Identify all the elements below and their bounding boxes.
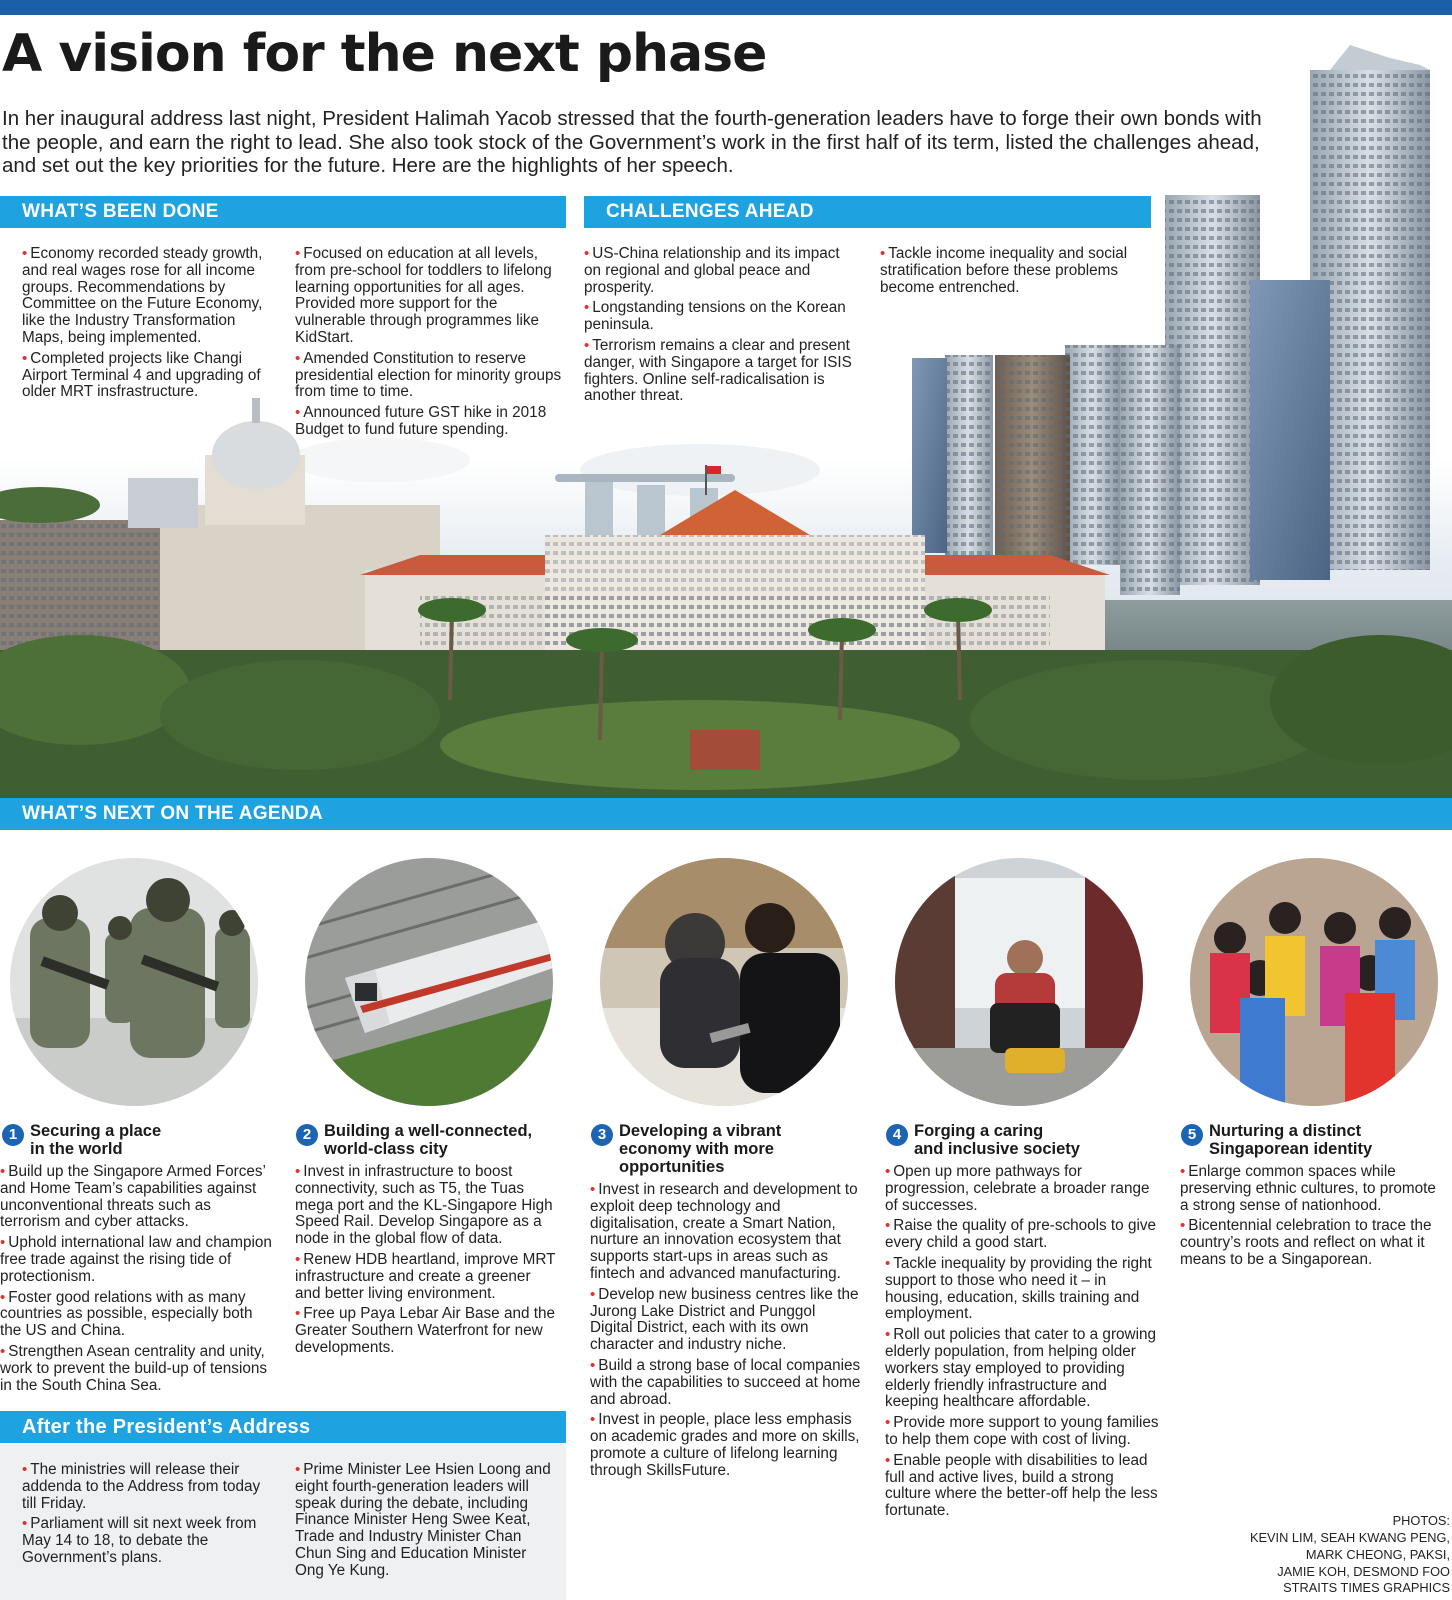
list-item: • Bicentennial celebration to trace the country’s roots and reflect on what it means to be a Singaporean. [1180, 1218, 1448, 1268]
section-header-agenda: WHAT’S NEXT ON THE AGENDA [0, 798, 1452, 830]
list-item: • Foster good relations with as many countries as possible, especially both the US and China. [0, 1290, 272, 1340]
list-item: • Free up Paya Lebar Air Base and the Greater Southern Waterfront for new developments. [295, 1306, 560, 1356]
list-item: • Focused on education at all levels, from pre-school for toddlers to lifelong learning opportunities for all ages. Provided more support for the vulnerable through programmes like KidStart. [295, 246, 563, 347]
list-item: • Parliament will sit next week from May 14 to 18, to debate the Government’s plans. [22, 1516, 272, 1566]
agenda-item-4-header [886, 1122, 1176, 1158]
challenges-list-col1 [584, 246, 852, 409]
children-photo [1190, 858, 1438, 1106]
list-item: • Completed projects like Changi Airport Terminal 4 and upgrading of older MRT insfrastructure. [22, 351, 272, 401]
list-item: • Raise the quality of pre-schools to give every child a good start. [885, 1218, 1160, 1252]
list-item: • Announced future GST hike in 2018 Budget to fund future spending. [295, 405, 563, 439]
after-list-col2 [295, 1462, 557, 1584]
section-header-challenges: CHALLENGES AHEAD [584, 196, 1151, 228]
list-item: • The ministries will release their addenda to the Address from today till Friday. [22, 1462, 272, 1512]
list-item: • Invest in research and development to exploit deep technology and digitalisation, create a Smart Nation, nurture an innovation ecosystem that supports start-ups in areas such as fintech and advanced manufacturing. [590, 1182, 862, 1283]
photo-credits: PHOTOS: KEVIN LIM, SEAH KWANG PENG, MARK CHEONG, PAKSI, JAMIE KOH, DESMOND FOO [1249, 1513, 1450, 1579]
agenda-item-title: Building a well-connected, world-class city [324, 1122, 533, 1158]
number-badge: 1 [2, 1124, 24, 1146]
challenges-list-col2 [880, 246, 1155, 300]
headline: A vision for the next phase [2, 24, 767, 84]
section-header-done: WHAT’S BEEN DONE [0, 196, 566, 228]
number-badge: 2 [296, 1124, 318, 1146]
list-item: • Prime Minister Lee Hsien Loong and eight fourth-generation leaders will speak during the debate, including Finance Minister Heng Swee Keat, Trade and Industry Minister Chan Chun Sing and Education Minister Ong Ye Kung. [295, 1462, 557, 1580]
agenda-item-title: Securing a place in the world [30, 1122, 162, 1158]
agenda-item-title: Developing a vibrant economy with more opportunities [619, 1122, 782, 1176]
list-item: • Terrorism remains a clear and present danger, with Singapore a target for ISIS fighters. Online self-radicalisation is another threat. [584, 338, 852, 405]
list-item: • Amended Constitution to reserve presidential election for minority groups from time to time. [295, 351, 563, 401]
list-item: • Open up more pathways for progression, celebrate a broader range of successes. [885, 1164, 1160, 1214]
wheelchair-train-photo [895, 858, 1143, 1106]
list-item: • Provide more support to young families to help them cope with cost of living. [885, 1415, 1160, 1449]
list-item: • Invest in infrastructure to boost connectivity, such as T5, the Tuas mega port and the KL-Singapore High Speed Rail. Develop Singapore as a node in the global flow of data. [295, 1164, 560, 1248]
agenda-item-3-header [591, 1122, 881, 1176]
list-item: • Enable people with disabilities to lead full and active lives, build a strong culture where the better-off help the less fortunate. [885, 1453, 1160, 1520]
done-list-col1 [22, 246, 272, 405]
agenda-item-3-list [590, 1182, 862, 1484]
list-item: • Uphold international law and champion free trade against the rising tide of protectionism. [0, 1235, 272, 1285]
list-item: • US-China relationship and its impact on regional and global peace and prosperity. [584, 246, 852, 296]
section-header-after-address: After the President’s Address [0, 1411, 566, 1443]
list-item: • Invest in people, place less emphasis on academic grades and more on skills, promote a culture of lifelong learning through SkillsFuture. [590, 1412, 862, 1479]
list-item: • Roll out policies that cater to a growing elderly population, from helping older workers stay employed to providing elderly friendly infrastructure and keeping healthcare affordable. [885, 1327, 1160, 1411]
intro-paragraph: In her inaugural address last night, President Halimah Yacob stressed that the fourth-generation leaders have to forge their own bonds with the people, and earn the right to lead. She also took stock of the Government’s work in the first half of its term, listed the challenges ahead, and set out the key priorities for the future. Here are the highlights of her speech. [2, 107, 1262, 177]
agenda-item-1-list [0, 1164, 272, 1398]
list-item: • Tackle inequality by providing the right support to those who need it – in housing, education, skills training and employment. [885, 1256, 1160, 1323]
agenda-item-1-header [2, 1122, 282, 1158]
agenda-item-2-header [296, 1122, 586, 1158]
list-item: • Enlarge common spaces while preserving ethnic cultures, to promote a strong sense of nationhood. [1180, 1164, 1448, 1214]
agenda-item-2-list [295, 1164, 560, 1361]
list-item: • Strengthen Asean centrality and unity, work to prevent the build-up of tensions in the South China Sea. [0, 1344, 272, 1394]
number-badge: 3 [591, 1124, 613, 1146]
agenda-item-5-list [1180, 1164, 1448, 1273]
done-list-col2 [295, 246, 563, 443]
soldiers-photo [10, 858, 258, 1106]
list-item: • Renew HDB heartland, improve MRT infrastructure and create a greener and better living environment. [295, 1252, 560, 1302]
number-badge: 4 [886, 1124, 908, 1146]
list-item: • Tackle income inequality and social stratification before these problems become entrenched. [880, 246, 1155, 296]
list-item: • Economy recorded steady growth, and real wages rose for all income groups. Recommendations by Committee on the Future Economy, like the Industry Transformation Maps, being implemented. [22, 246, 272, 347]
list-item: • Build up the Singapore Armed Forces’ and Home Team’s capabilities against unconventional threats such as terrorism and cyber attacks. [0, 1164, 272, 1231]
agenda-item-5-header [1181, 1122, 1451, 1158]
agenda-item-4-list [885, 1164, 1160, 1524]
list-item: • Build a strong base of local companies with the capabilities to succeed at home and abroad. [590, 1358, 862, 1408]
agenda-item-title: Forging a caring and inclusive society [914, 1122, 1080, 1158]
elderly-learning-photo [600, 858, 848, 1106]
agenda-item-title: Nurturing a distinct Singaporean identity [1209, 1122, 1373, 1158]
number-badge: 5 [1181, 1124, 1203, 1146]
list-item: • Develop new business centres like the Jurong Lake District and Punggol Digital District, each with its own character and industry niche. [590, 1287, 862, 1354]
mrt-train-photo [305, 858, 553, 1106]
graphics-credit: STRAITS TIMES GRAPHICS [1283, 1580, 1450, 1595]
list-item: • Longstanding tensions on the Korean peninsula. [584, 300, 852, 334]
after-list-col1 [22, 1462, 272, 1571]
